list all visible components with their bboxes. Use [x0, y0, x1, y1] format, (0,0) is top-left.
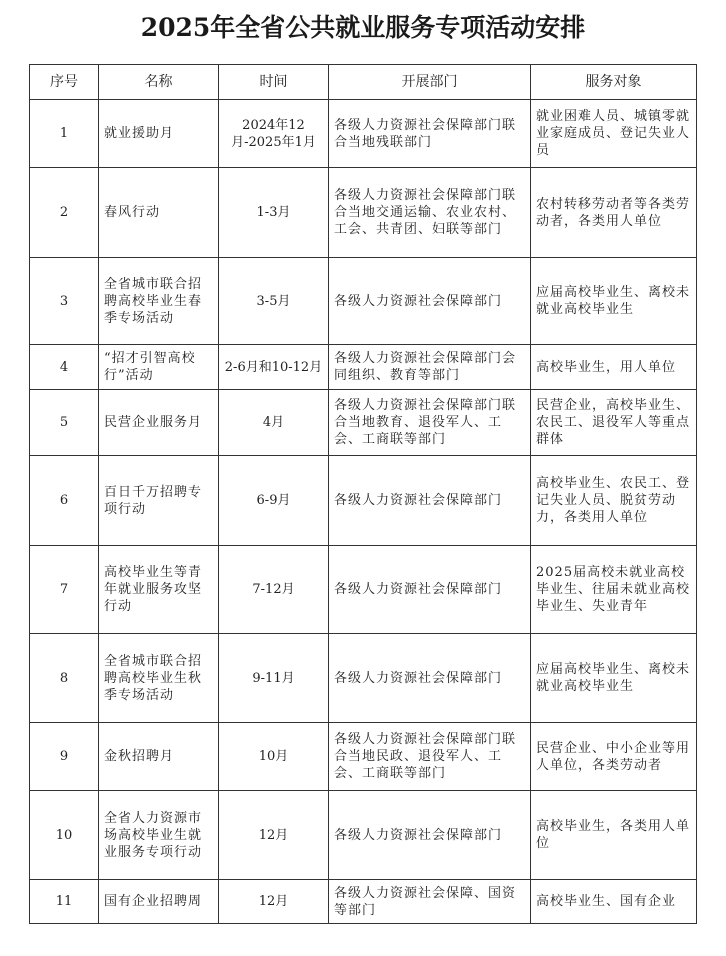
cell-no: 10 [30, 791, 99, 880]
cell-no: 2 [30, 168, 99, 258]
cell-dept: 各级人力资源社会保障部门联合当地残联部门 [329, 100, 531, 168]
cell-time: 7-12月 [219, 546, 329, 634]
cell-no: 11 [30, 880, 99, 924]
cell-dept: 各级人力资源社会保障部门 [329, 546, 531, 634]
cell-time: 1-3月 [219, 168, 329, 258]
cell-time: 10月 [219, 723, 329, 791]
cell-no: 9 [30, 723, 99, 791]
table-row [30, 456, 697, 546]
cell-name: 全省城市联合招聘高校毕业生春季专场活动 [99, 258, 219, 345]
cell-target: 应届高校毕业生、离校未就业高校毕业生 [531, 634, 697, 723]
cell-time: 2024年12月-2025年1月 [219, 100, 329, 168]
table-row [30, 100, 697, 168]
cell-dept: 各级人力资源社会保障部门联合当地教育、退役军人、工会、工商联等部门 [329, 390, 531, 456]
cell-target: 2025届高校未就业高校毕业生、往届未就业高校毕业生、失业青年 [531, 546, 697, 634]
table-row [30, 546, 697, 634]
cell-dept: 各级人力资源社会保障部门 [329, 791, 531, 880]
cell-time: 12月 [219, 791, 329, 880]
cell-time: 3-5月 [219, 258, 329, 345]
cell-name: 就业援助月 [99, 100, 219, 168]
table-row [30, 791, 697, 880]
cell-time: 4月 [219, 390, 329, 456]
page-title: 2025年全省公共就业服务专项活动安排 [140, 13, 586, 42]
cell-name: 高校毕业生等青年就业服务攻坚行动 [99, 546, 219, 634]
table-row [30, 634, 697, 723]
cell-time: 9-11月 [219, 634, 329, 723]
cell-dept: 各级人力资源社会保障部门联合当地交通运输、农业农村、工会、共青团、妇联等部门 [329, 168, 531, 258]
cell-target: 民营企业、中小企业等用人单位，各类劳动者 [531, 723, 697, 791]
cell-target: 民营企业，高校毕业生、农民工、退役军人等重点群体 [531, 390, 697, 456]
table-row [30, 880, 697, 924]
cell-name: 全省城市联合招聘高校毕业生秋季专场活动 [99, 634, 219, 723]
table-row [30, 723, 697, 791]
cell-no: 4 [30, 345, 99, 390]
cell-target: 就业困难人员、城镇零就业家庭成员、登记失业人员 [531, 100, 697, 168]
header-dept: 开展部门 [329, 65, 531, 100]
cell-time: 12月 [219, 880, 329, 924]
activity-schedule-table [29, 64, 697, 924]
header-time: 时间 [219, 65, 329, 100]
cell-time: 6-9月 [219, 456, 329, 546]
cell-name: 百日千万招聘专项行动 [99, 456, 219, 546]
cell-name: 全省人力资源市场高校毕业生就业服务专项行动 [99, 791, 219, 880]
cell-target: 高校毕业生、农民工、登记失业人员、脱贫劳动力，各类用人单位 [531, 456, 697, 546]
cell-no: 1 [30, 100, 99, 168]
cell-dept: 各级人力资源社会保障、国资等部门 [329, 880, 531, 924]
table-row [30, 258, 697, 345]
cell-target: 农村转移劳动者等各类劳动者，各类用人单位 [531, 168, 697, 258]
cell-dept: 各级人力资源社会保障部门 [329, 634, 531, 723]
cell-dept: 各级人力资源社会保障部门会同组织、教育等部门 [329, 345, 531, 390]
cell-name: 民营企业服务月 [99, 390, 219, 456]
table-row [30, 390, 697, 456]
cell-dept: 各级人力资源社会保障部门 [329, 456, 531, 546]
table-row [30, 168, 697, 258]
cell-no: 7 [30, 546, 99, 634]
header-name: 名称 [99, 65, 219, 100]
header-target: 服务对象 [531, 65, 697, 100]
cell-name: 金秋招聘月 [99, 723, 219, 791]
table-row [30, 345, 697, 390]
cell-dept: 各级人力资源社会保障部门联合当地民政、退役军人、工会、工商联等部门 [329, 723, 531, 791]
cell-no: 3 [30, 258, 99, 345]
cell-dept: 各级人力资源社会保障部门 [329, 258, 531, 345]
cell-name: 春风行动 [99, 168, 219, 258]
table-body [30, 100, 697, 924]
cell-target: 高校毕业生，各类用人单位 [531, 791, 697, 880]
table-header-row [30, 65, 697, 100]
cell-target: 应届高校毕业生、离校未就业高校毕业生 [531, 258, 697, 345]
cell-target: 高校毕业生、国有企业 [531, 880, 697, 924]
cell-time: 2-6月和10-12月 [219, 345, 329, 390]
cell-no: 6 [30, 456, 99, 546]
cell-target: 高校毕业生，用人单位 [531, 345, 697, 390]
cell-name: 国有企业招聘周 [99, 880, 219, 924]
cell-no: 8 [30, 634, 99, 723]
cell-name: “招才引智高校行”活动 [99, 345, 219, 390]
cell-no: 5 [30, 390, 99, 456]
header-no: 序号 [30, 65, 99, 100]
